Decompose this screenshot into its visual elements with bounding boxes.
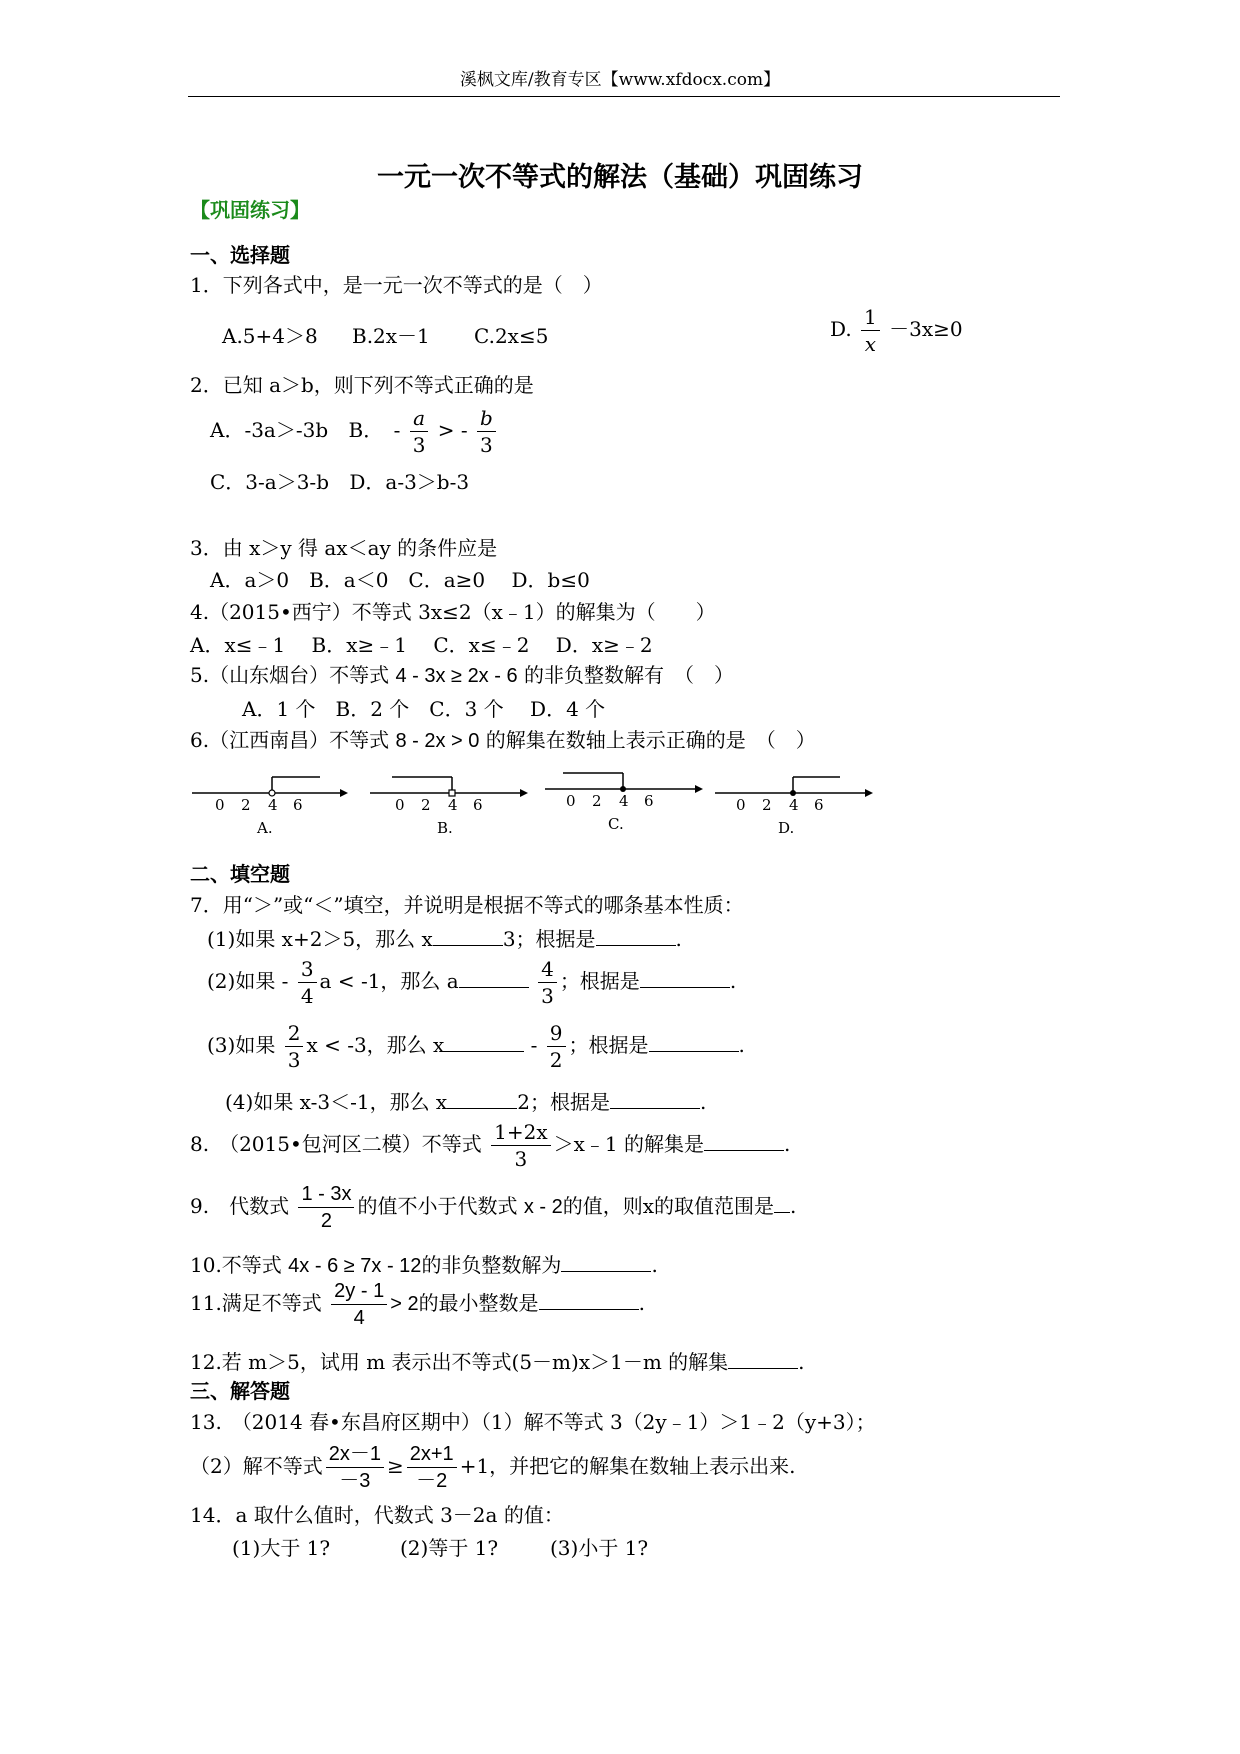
q1-option-b: B.2x－1	[352, 324, 430, 348]
q7-p4-end: .	[699, 1090, 707, 1114]
q8	[190, 1121, 790, 1170]
fraction-denominator: 3	[514, 1147, 528, 1171]
q5-expression: 4 - 3x ≥ 2x - 6	[395, 665, 518, 687]
fraction-denominator: －3	[339, 1470, 371, 1492]
q10-end: .	[651, 1253, 658, 1277]
q7-p2-end: .	[729, 969, 737, 993]
q7-part-4	[225, 1088, 706, 1114]
tick-4: 4	[619, 792, 629, 810]
number-line-d	[715, 777, 873, 837]
section-tag: 【巩固练习】	[190, 198, 310, 222]
fraction-numerator: 2y - 1	[334, 1280, 385, 1302]
q2-stem: 2．已知 a＞b，则下列不等式正确的是	[190, 373, 534, 397]
q11-pre: 11.满足不等式	[190, 1291, 322, 1315]
q13-pre: （2）解不等式	[190, 1454, 323, 1478]
q7-p3-end: .	[738, 1033, 745, 1057]
q2-option-c: C．3-a＞3-b	[210, 470, 329, 494]
q1-d-fraction	[861, 306, 880, 355]
q9-mid: 的值不小于代数式	[357, 1194, 518, 1218]
fraction-numerator: 1+2x	[494, 1120, 548, 1144]
q14-part-3: (3)小于 1?	[550, 1536, 649, 1560]
blank	[704, 1130, 784, 1151]
q7-p4-text: (4)如果 x-3＜-1，那么 x	[225, 1090, 448, 1114]
blank	[774, 1192, 790, 1213]
fraction-numerator: b	[480, 406, 493, 430]
label-a: A.	[257, 819, 273, 837]
q8-post: ＞x﹣1 的解集是	[553, 1132, 705, 1156]
q7-p3-minus: -	[530, 1033, 538, 1057]
q1-d-label: D.	[830, 317, 852, 341]
section-fill: 二、填空题	[190, 862, 290, 886]
blank	[433, 925, 503, 946]
q7-p1-text2: 3；根据是	[502, 927, 596, 951]
tick-2: 2	[592, 792, 602, 810]
q2-options-ab: A．-3a＞-3b B． - $\frac{a}{3}$ > - $\frac{b}{3}$	[210, 407, 499, 456]
tick-2: 2	[762, 796, 772, 814]
q7-p2-fraction-2	[538, 958, 557, 1007]
page-header: 溪枫文库/教育专区【www.xfdocx.com】	[459, 70, 781, 90]
q14-part-2: (2)等于 1?	[400, 1536, 499, 1560]
q1-d-rest: －3x≥0	[889, 317, 963, 341]
tick-0: 0	[736, 796, 746, 814]
q7-part-1	[207, 925, 682, 951]
tick-2: 2	[421, 796, 431, 814]
q12-text: 12.若 m＞5，试用 m 表示出不等式(5－m)x＞1－m 的解集	[190, 1350, 729, 1374]
q5-stem-pre: 5.（山东烟台）不等式	[190, 663, 390, 687]
fraction-denominator: 3	[412, 433, 426, 457]
q7-part-2	[207, 958, 736, 1007]
q10-post: 的非负整数解为	[421, 1253, 562, 1277]
q2-b-fraction-1	[410, 407, 429, 456]
q8-fraction	[491, 1121, 551, 1170]
blank	[640, 967, 730, 988]
number-line-c	[545, 773, 703, 833]
q7-p2-fraction	[298, 958, 317, 1007]
tick-6: 6	[814, 796, 824, 814]
label-c: C.	[608, 815, 624, 833]
q8-end: .	[784, 1132, 791, 1156]
number-line-b	[370, 777, 528, 837]
q9-pre: 9. 代数式	[190, 1194, 290, 1218]
q11-post: 的最小整数是	[418, 1291, 539, 1315]
q13-fraction-1	[326, 1443, 384, 1492]
q2-b-fraction-2	[477, 407, 496, 456]
q2-option-b-label: B．	[348, 418, 384, 442]
blank	[561, 1251, 651, 1272]
fraction-numerator: 1 - 3x	[301, 1183, 352, 1205]
q13-ge: ≥	[386, 1454, 404, 1478]
fraction-numerator: 4	[541, 957, 554, 981]
q7-p2-text: (2)如果 -	[207, 969, 289, 993]
q14-part-1: (1)大于 1?	[232, 1536, 331, 1560]
tick-6: 6	[644, 792, 654, 810]
q12	[190, 1348, 805, 1374]
q11-fraction	[331, 1280, 387, 1329]
q13-line-1: 13. （2014 春•东昌府区期中）（1）解不等式 3（2y﹣1）＞1﹣2（y+3）；	[190, 1410, 876, 1434]
q2-option-a: A．-3a＞-3b	[210, 418, 329, 442]
blank	[459, 967, 529, 988]
number-line-a	[192, 777, 348, 837]
fraction-denominator: 3	[541, 984, 554, 1008]
q7-p2-text2: a < -1，那么 a	[319, 969, 459, 993]
q7-p3-fraction-2	[547, 1022, 566, 1071]
label-d: D.	[778, 819, 795, 837]
header-rule	[188, 96, 1060, 97]
q7-p3-text3: ；根据是	[568, 1033, 649, 1057]
fraction-numerator: 2	[287, 1021, 301, 1045]
blank	[610, 1088, 700, 1109]
fraction-denominator: 3	[287, 1048, 301, 1072]
q4-stem: 4.（2015•西宁）不等式 3x≤2（x﹣1）的解集为（ ）	[190, 600, 716, 624]
q7-p3-text: (3)如果	[207, 1033, 276, 1057]
q7-part-3	[207, 1022, 745, 1071]
fraction-numerator: 2x+1	[409, 1443, 454, 1465]
fraction-denominator: 4	[353, 1307, 365, 1329]
q5-stem	[190, 663, 734, 688]
blank	[444, 1031, 524, 1052]
q7-p1-text: (1)如果 x+2＞5，那么 x	[207, 927, 433, 951]
q7-p2-text3: ；根据是	[559, 969, 640, 993]
tick-4: 4	[448, 796, 458, 814]
q7-p1-end: .	[675, 927, 682, 951]
tick-4: 4	[789, 796, 799, 814]
q11	[190, 1280, 645, 1329]
q11-mid: > 2	[390, 1293, 419, 1315]
q1-stem: 1．下列各式中，是一元一次不等式的是（ ）	[190, 273, 603, 297]
fraction-numerator: 3	[300, 957, 314, 981]
q13-fraction-2	[407, 1443, 457, 1492]
q8-pre: 8. （2015•包河区二模）不等式	[190, 1132, 482, 1156]
q2-options-cd	[210, 470, 469, 494]
q6-expression: 8 - 2x > 0	[395, 730, 480, 752]
blank	[596, 925, 676, 946]
q13-line-2	[190, 1443, 796, 1492]
tick-0: 0	[395, 796, 405, 814]
q3-stem: 3．由 x＞y 得 ax＜ay 的条件应是	[190, 536, 498, 560]
q7-p4-text2: 2；根据是	[517, 1090, 610, 1114]
fraction-numerator: 1	[864, 305, 877, 329]
fraction-denominator: 3	[480, 433, 493, 457]
q13-post: +1，并把它的解集在数轴上表示出来.	[459, 1454, 796, 1478]
page-title: 一元一次不等式的解法（基础）巩固练习	[377, 162, 863, 193]
tick-0: 0	[566, 792, 576, 810]
blank	[447, 1088, 517, 1109]
q4-options: A．x≤﹣1 B．x≥﹣1 C．x≤﹣2 D．x≥﹣2	[190, 633, 653, 657]
blank	[539, 1289, 639, 1310]
q6-stem	[190, 728, 816, 753]
tick-2: 2	[241, 796, 251, 814]
blank	[649, 1031, 739, 1052]
section-choice: 一、选择题	[190, 243, 290, 267]
q9-post2: 的取值范围是	[654, 1194, 775, 1218]
q9-fraction	[298, 1183, 354, 1232]
q9	[190, 1183, 796, 1232]
q5-options: A．1 个 B．2 个 C．3 个 D．4 个	[242, 697, 606, 721]
fraction-numerator: a	[413, 406, 426, 430]
q6-stem-post: 的解集在数轴上表示正确的是 （ ）	[485, 728, 816, 752]
q10	[190, 1251, 658, 1278]
q7-stem: 7．用“＞”或“＜”填空，并说明是根据不等式的哪条基本性质：	[190, 893, 744, 917]
fraction-denominator: 4	[300, 984, 314, 1008]
section-solve: 三、解答题	[190, 1379, 290, 1403]
q1-option-d	[830, 306, 963, 355]
blank	[728, 1348, 798, 1369]
tick-4: 4	[268, 796, 278, 814]
q3-options: A．a＞0 B．a＜0 C．a≥0 D．b≤0	[210, 568, 590, 592]
tick-0: 0	[215, 796, 225, 814]
label-b: B.	[437, 819, 453, 837]
q1-option-a: A.5+4＞8	[222, 324, 318, 348]
q12-end: .	[798, 1350, 805, 1374]
q10-pre: 10.不等式	[190, 1253, 282, 1277]
q9-expression: x - 2	[523, 1196, 563, 1218]
q11-end: .	[638, 1291, 645, 1315]
fraction-denominator: 2	[549, 1048, 563, 1072]
fraction-denominator: x	[864, 332, 877, 356]
q9-post: 的值，则	[562, 1194, 643, 1218]
q7-p3-fraction	[285, 1022, 304, 1071]
q1-option-c: C.2x≤5	[474, 324, 549, 348]
q10-expression: 4x - 6 ≥ 7x - 12	[288, 1255, 422, 1277]
q9-end: .	[790, 1194, 797, 1218]
q5-stem-post: 的非负整数解有 （ ）	[523, 663, 734, 687]
fraction-denominator: －2	[416, 1470, 448, 1492]
q9-variable: x	[642, 1194, 655, 1218]
q7-p3-text2: x < -3，那么 x	[306, 1033, 445, 1057]
q6-number-lines	[190, 765, 890, 840]
tick-6: 6	[293, 796, 303, 814]
q14-stem: 14．a 取什么值时，代数式 3－2a 的值：	[190, 1503, 564, 1527]
q6-stem-pre: 6.（江西南昌）不等式	[190, 728, 390, 752]
q2-option-d: D．a-3＞b-3	[349, 470, 470, 494]
tick-6: 6	[473, 796, 483, 814]
fraction-denominator: 2	[320, 1210, 333, 1232]
fraction-numerator: 2x－1	[328, 1443, 381, 1465]
fraction-numerator: 9	[549, 1021, 563, 1045]
